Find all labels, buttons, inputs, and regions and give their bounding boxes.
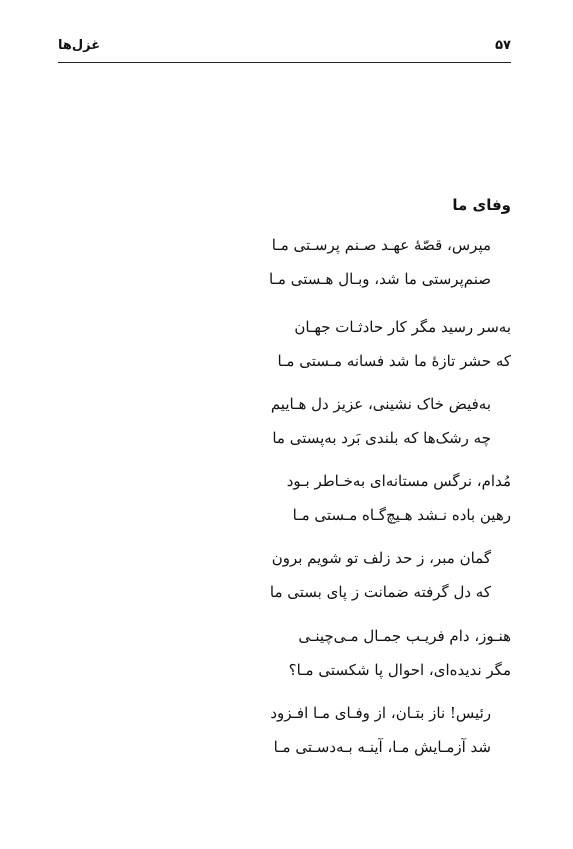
- verse-line: که دل گرفته ضمانت ز پای بستی ما: [269, 583, 491, 601]
- page-number: ۵۷: [495, 38, 511, 53]
- couplet-3: [71, 387, 491, 455]
- couplet-6: [91, 619, 511, 687]
- verse-line: به‌سر رسید مگر کار حادثـات جهـان: [294, 318, 511, 336]
- verse-line: مپرس، قصّهٔ عهـد صـنم پرسـتی مـا: [271, 236, 491, 254]
- couplet-7: [71, 696, 491, 764]
- verse-line: هنـوز، دام فریـب جمـال مـی‌چینـی: [298, 627, 511, 645]
- verse-line: چه رشک‌ها که بلندی بَرد به‌پستی ما: [272, 429, 491, 447]
- couplet-1: [71, 228, 491, 296]
- verse-line: مگر ندیده‌ای، احوال پا شکستی مـا؟: [288, 661, 511, 679]
- verse-line: رهین باده نـشد هـیچ‌گـاه مـستی مـا: [292, 506, 511, 524]
- header-rule: [58, 62, 511, 63]
- couplet-4: [91, 464, 511, 532]
- verse-line: شد آزمـایش مـا، آینـه بـه‌دسـتی مـا: [273, 738, 491, 756]
- verse-line: مُدام، نرگس مستانه‌ای به‌خـاطر بـود: [286, 472, 511, 490]
- couplet-5: [71, 541, 491, 609]
- verse-line: رئیس! ناز بتـان، از وفـای مـا افـزود: [270, 704, 491, 722]
- verse-line: صنم‌پرستی ما شد، وبـال هـستی مـا: [268, 270, 491, 288]
- verse-line: به‌فیض خاک نشینی، عزیز دل هـاییم: [270, 395, 491, 413]
- poem-title: وفای ما: [452, 196, 511, 214]
- section-title: غزل‌ها: [58, 38, 101, 53]
- verse-line: گمان مبر، ز حد زلف تو شویم برون: [271, 549, 491, 567]
- couplet-2: [91, 310, 511, 378]
- verse-line: که حشر تازهٔ ما شد فسانه مـستی مـا: [277, 352, 511, 370]
- page-header: [58, 38, 511, 60]
